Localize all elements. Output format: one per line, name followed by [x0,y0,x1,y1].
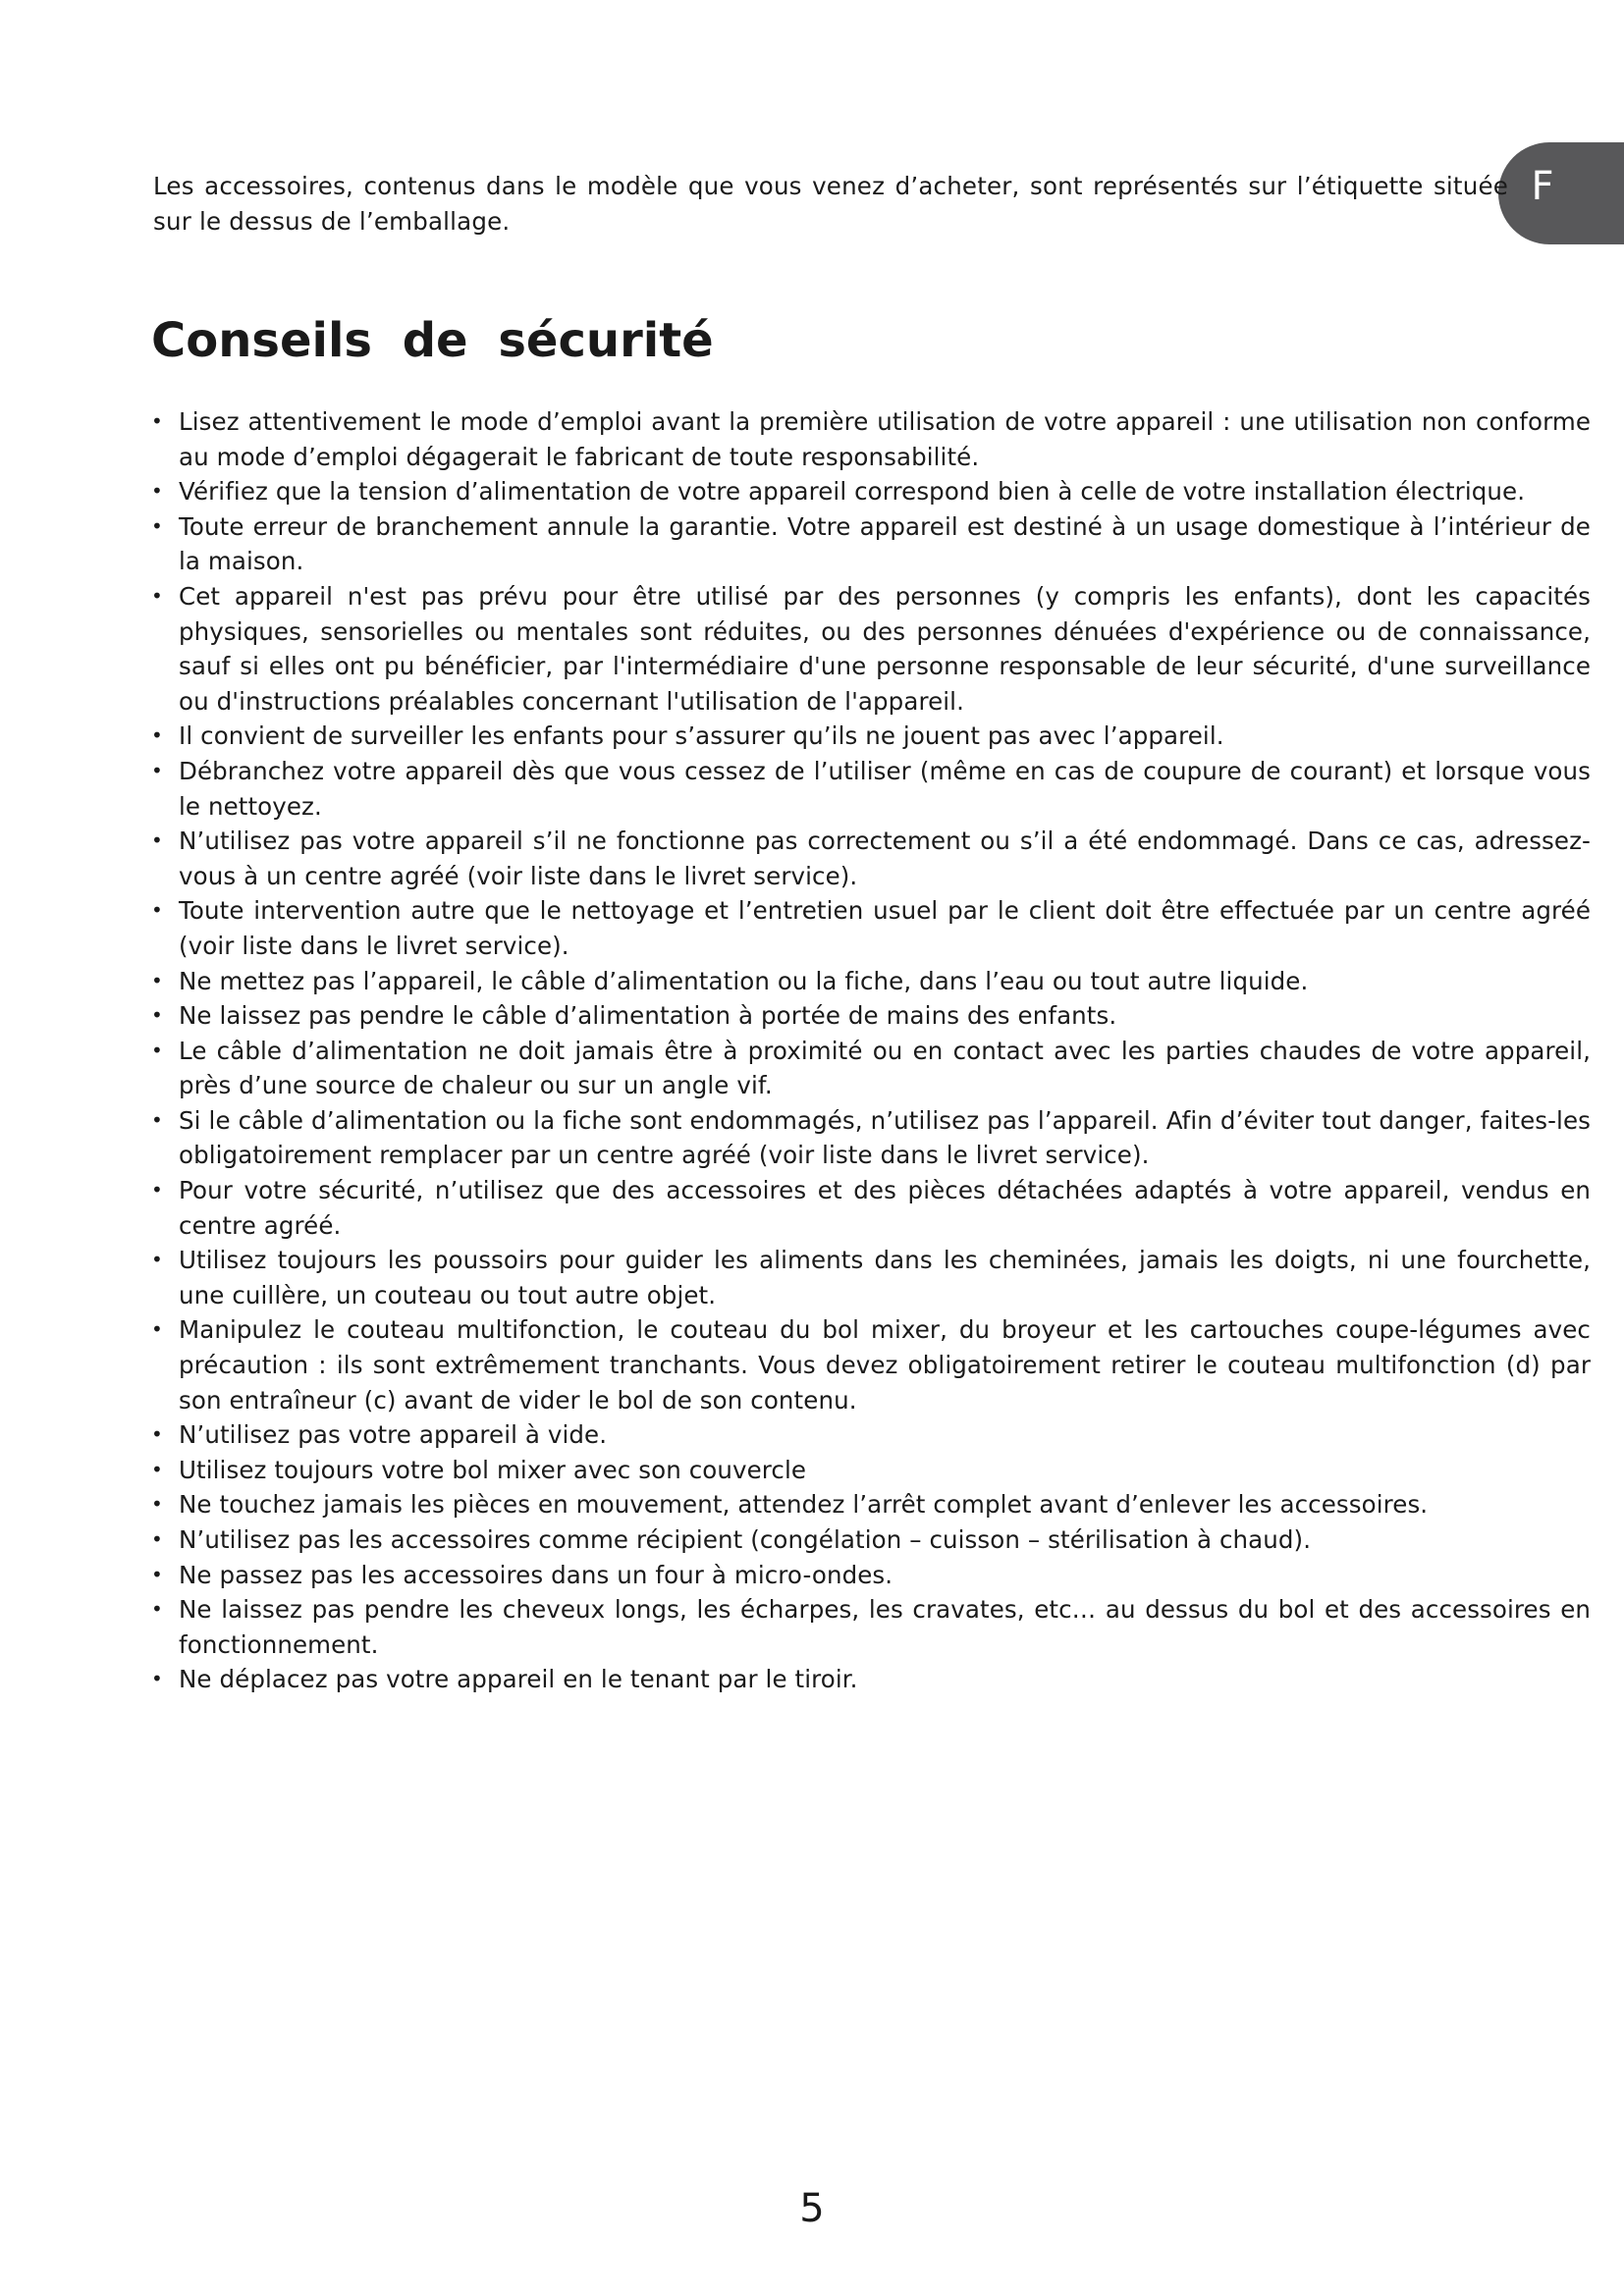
safety-item [137,1453,1591,1488]
safety-item-text: Ne déplacez pas votre appareil en le tenant par le tiroir. [179,1665,858,1694]
safety-item [137,964,1591,999]
bullet-icon: • [151,479,163,504]
safety-item-text: N’utilisez pas votre appareil s’il ne fonctionne pas correctement ou s’il a été endommagé. Dans ce cas, adressez-vous à un centre agréé (voir liste dans le livret service). [179,827,1591,890]
section-heading: Conseils de sécurité [151,313,714,368]
safety-item [137,1312,1591,1417]
bullet-icon: • [151,409,163,433]
safety-item-text: Il convient de surveiller les enfants pour s’assurer qu’ils ne jouent pas avec l’appareil. [179,721,1224,751]
safety-item-text: Le câble d’alimentation ne doit jamais être à proximité ou en contact avec les parties chaudes de votre appareil, près d’une source de chaleur ou sur un angle vif. [179,1036,1591,1100]
safety-item-text: Utilisez toujours votre bol mixer avec son couvercle [179,1455,807,1484]
safety-item [137,824,1591,893]
bullet-icon: • [151,1178,163,1202]
bullet-icon: • [151,1317,163,1342]
safety-item [137,474,1591,509]
safety-item [137,1558,1591,1593]
safety-item [137,1173,1591,1243]
safety-item-text: Ne laissez pas pendre le câble d’alimentation à portée de mains des enfants. [179,1001,1117,1031]
safety-item [137,579,1591,719]
page-number: 5 [799,2186,825,2231]
safety-item-text: Débranchez votre appareil dès que vous cessez de l’utiliser (même en cas de coupure de courant) et lorsque vous le nettoyez. [179,756,1591,821]
bullet-icon: • [151,1422,163,1447]
safety-item [137,719,1591,754]
safety-item-text: Manipulez le couteau multifonction, le couteau du bol mixer, du broyeur et les cartouches coupe-légumes avec précaution : ils sont extrêmement tranchants. Vous devez obligatoirement retirer le couteau multifonction (d) par son entraîneur (c) avant de vider le bol de son contenu. [179,1315,1591,1415]
safety-item [137,1522,1591,1558]
safety-item [137,1417,1591,1453]
safety-item-text: Toute intervention autre que le nettoyage et l’entretien usuel par le client doit être effectuée par un centre agréé (voir liste dans le livret service). [179,896,1591,960]
safety-item-text: Cet appareil n'est pas prévu pour être utilisé par des personnes (y compris les enfants), dont les capacités physiques, sensorielles ou mentales sont réduites, ou des personnes dénuées d'expérience ou de connaissance, sauf si elles ont pu bénéficier, par l'intermédiaire d'une personne responsable de leur sécurité, d'une surveillance ou d'instructions préalables concernant l'utilisation de l'appareil. [179,581,1591,716]
safety-item [137,1243,1591,1312]
safety-item [137,893,1591,963]
bullet-icon: • [151,1667,163,1691]
safety-item-text: Ne touchez jamais les pièces en mouvement, attendez l’arrêt complet avant d’enlever les accessoires. [179,1490,1429,1520]
safety-item-text: Toute erreur de branchement annule la garantie. Votre appareil est destiné à un usage domestique à l’intérieur de la maison. [179,511,1591,576]
bullet-icon: • [151,1003,163,1028]
safety-item-text: Ne laissez pas pendre les cheveux longs, les écharpes, les cravates, etc… au dessus du bol et des accessoires en fonctionnement. [179,1595,1591,1659]
bullet-icon: • [151,1492,163,1517]
safety-item [137,404,1591,474]
bullet-icon: • [151,758,163,782]
bullet-icon: • [151,513,163,538]
bullet-icon: • [151,898,163,923]
bullet-icon: • [151,1107,163,1132]
bullet-icon: • [151,1597,163,1622]
safety-item-text: Lisez attentivement le mode d’emploi avant la première utilisation de votre appareil : une utilisation non conforme au mode d’emploi dégagerait le fabricant de toute responsabilité. [179,407,1591,471]
safety-item [137,754,1591,824]
bullet-icon: • [151,583,163,608]
safety-item-text: N’utilisez pas les accessoires comme récipient (congélation – cuisson – stérilisation à chaud). [179,1525,1312,1554]
safety-item-text: Utilisez toujours les poussoirs pour guider les aliments dans les cheminées, jamais les doigts, ni une fourchette, une cuillère, un couteau ou tout autre objet. [179,1246,1591,1309]
safety-item [137,1662,1591,1697]
bullet-icon: • [151,968,163,992]
safety-item-text: Ne passez pas les accessoires dans un four à micro-ondes. [179,1560,893,1589]
bullet-icon: • [151,1038,163,1062]
safety-item-text: Vérifiez que la tension d’alimentation de votre appareil correspond bien à celle de votre installation électrique. [179,477,1526,507]
intro-paragraph: Les accessoires, contenus dans le modèle que vous venez d’acheter, sont représentés sur l’étiquette située sur le dessus de l’emballage. [153,172,1508,236]
bullet-icon: • [151,1527,163,1551]
safety-item [137,509,1591,579]
safety-item-text: N’utilisez pas votre appareil à vide. [179,1420,608,1450]
bullet-icon: • [151,1562,163,1586]
safety-item [137,998,1591,1034]
safety-item-text: Pour votre sécurité, n’utilisez que des accessoires et des pièces détachées adaptés à votre appareil, vendus en centre agréé. [179,1176,1591,1240]
bullet-icon: • [151,828,163,853]
safety-item-text: Ne mettez pas l’appareil, le câble d’alimentation ou la fiche, dans l’eau ou tout autre liquide. [179,966,1309,995]
safety-list [137,404,1591,1697]
safety-item [137,1034,1591,1103]
bullet-icon: • [151,1457,163,1481]
language-tab-letter: F [1531,164,1554,209]
safety-item [137,1103,1591,1173]
bullet-icon: • [151,1248,163,1272]
safety-item-text: Si le câble d’alimentation ou la fiche sont endommagés, n’utilisez pas l’appareil. Afin d’éviter tout danger, faites-les obligatoirement remplacer par un centre agréé (voir liste dans le livret service). [179,1105,1591,1170]
safety-item [137,1487,1591,1522]
safety-item [137,1592,1591,1662]
bullet-icon: • [151,723,163,748]
